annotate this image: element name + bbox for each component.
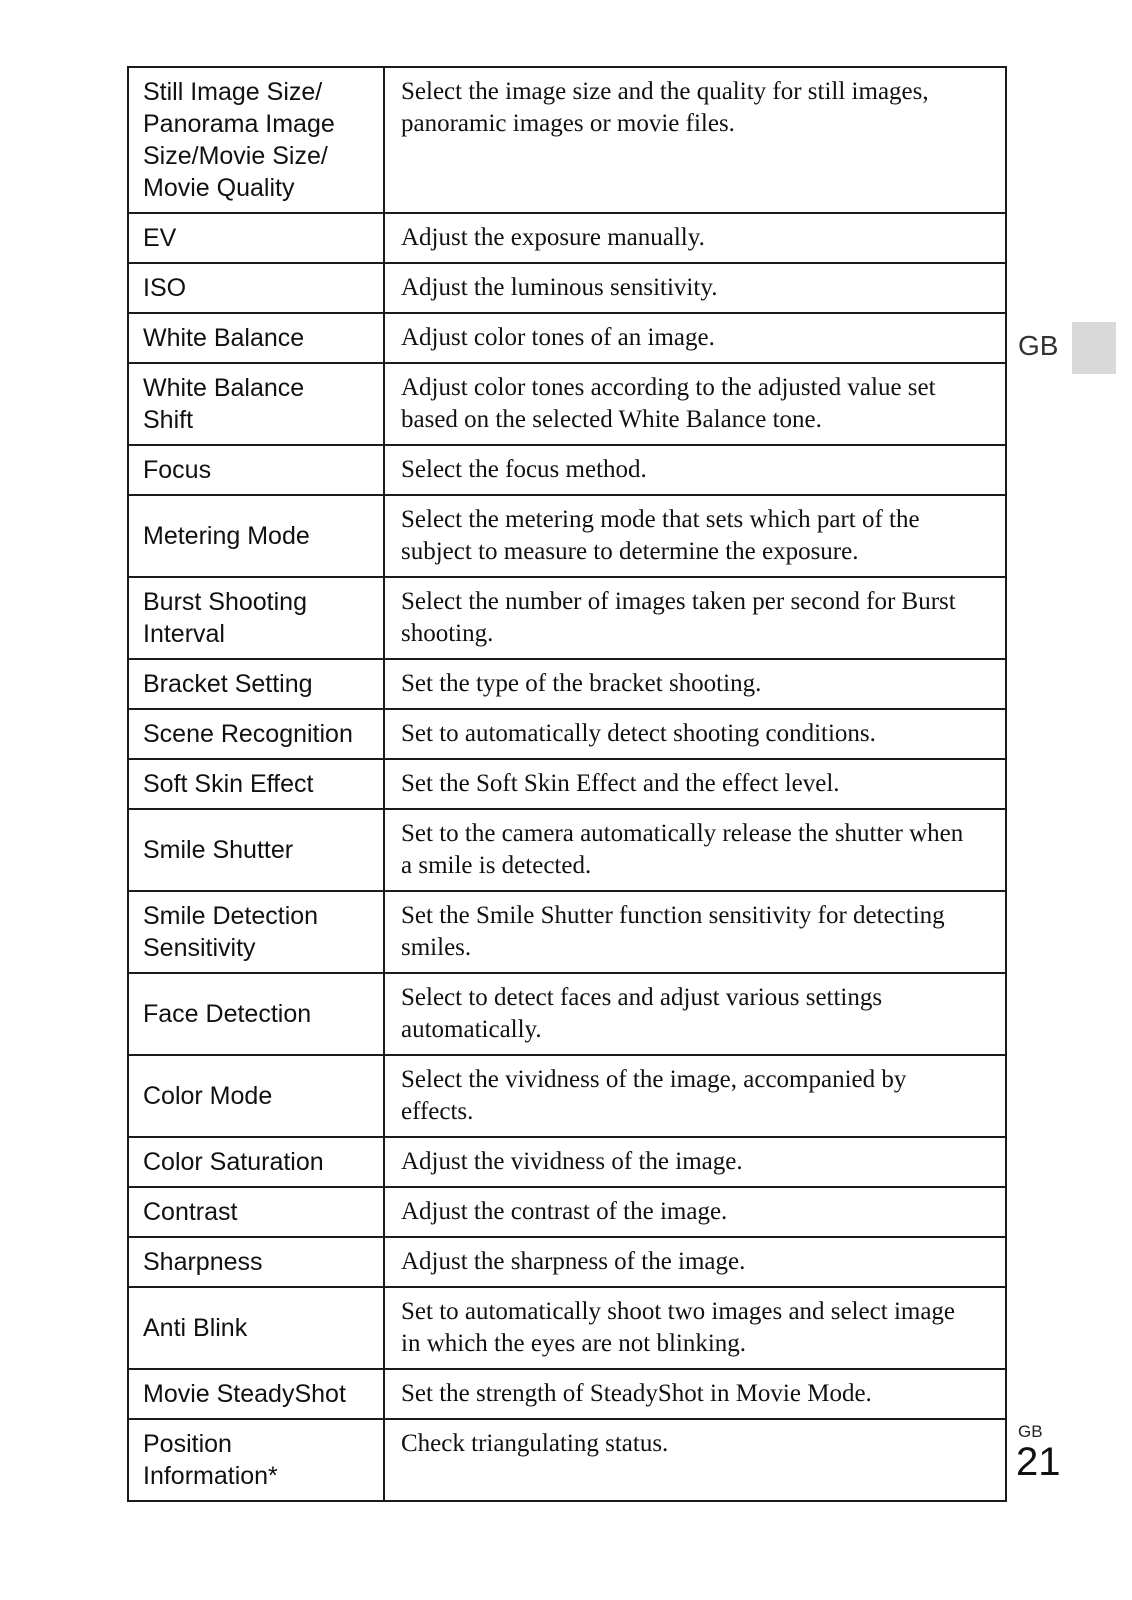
table-row (128, 891, 1006, 973)
table-row (128, 495, 1006, 577)
setting-description: Set the type of the bracket shooting. (384, 659, 1006, 709)
setting-description: Select to detect faces and adjust various settings automatically. (384, 973, 1006, 1055)
setting-name: Focus (128, 445, 384, 495)
setting-name: Still Image Size/ Panorama Image Size/Movie Size/ Movie Quality (128, 67, 384, 213)
setting-name: Contrast (128, 1187, 384, 1237)
table-row (128, 659, 1006, 709)
table-row (128, 213, 1006, 263)
setting-description: Set to automatically shoot two images and select image in which the eyes are not blinking. (384, 1287, 1006, 1369)
setting-name: ISO (128, 263, 384, 313)
side-tab-label: GB (1018, 330, 1059, 361)
setting-name: Smile Detection Sensitivity (128, 891, 384, 973)
setting-description: Set the strength of SteadyShot in Movie Mode. (384, 1369, 1006, 1419)
setting-description: Adjust the vividness of the image. (384, 1137, 1006, 1187)
setting-description: Adjust the contrast of the image. (384, 1187, 1006, 1237)
setting-name: White Balance Shift (128, 363, 384, 445)
page-language-label: GB (1018, 1422, 1043, 1441)
setting-description: Set the Soft Skin Effect and the effect level. (384, 759, 1006, 809)
setting-name: Burst Shooting Interval (128, 577, 384, 659)
table-row (128, 1055, 1006, 1137)
setting-name: Bracket Setting (128, 659, 384, 709)
table-row (128, 263, 1006, 313)
table-row (128, 709, 1006, 759)
table-row (128, 1187, 1006, 1237)
table-row (128, 1419, 1006, 1501)
setting-name: Movie SteadyShot (128, 1369, 384, 1419)
setting-description: Select the focus method. (384, 445, 1006, 495)
table-row (128, 67, 1006, 213)
table-row (128, 973, 1006, 1055)
table-row (128, 759, 1006, 809)
setting-name: Smile Shutter (128, 809, 384, 891)
table-row (128, 577, 1006, 659)
setting-description: Adjust the luminous sensitivity. (384, 263, 1006, 313)
setting-name: Face Detection (128, 973, 384, 1055)
page-number: 21 (1016, 1440, 1061, 1484)
settings-table (127, 66, 1007, 1502)
setting-description: Adjust the exposure manually. (384, 213, 1006, 263)
table-row (128, 313, 1006, 363)
setting-description: Adjust color tones according to the adjusted value set based on the selected White Balance tone. (384, 363, 1006, 445)
setting-description: Select the vividness of the image, accompanied by effects. (384, 1055, 1006, 1137)
table-row (128, 363, 1006, 445)
setting-description: Adjust the sharpness of the image. (384, 1237, 1006, 1287)
setting-name: Position Information* (128, 1419, 384, 1501)
table-row (128, 1287, 1006, 1369)
setting-description: Adjust color tones of an image. (384, 313, 1006, 363)
setting-description: Select the metering mode that sets which part of the subject to measure to determine the exposure. (384, 495, 1006, 577)
table-row (128, 809, 1006, 891)
setting-description: Check triangulating status. (384, 1419, 1006, 1501)
setting-name: Color Mode (128, 1055, 384, 1137)
setting-name: White Balance (128, 313, 384, 363)
setting-description: Select the number of images taken per second for Burst shooting. (384, 577, 1006, 659)
side-tab-marker (1072, 322, 1116, 374)
setting-description: Set to the camera automatically release the shutter when a smile is detected. (384, 809, 1006, 891)
setting-name: EV (128, 213, 384, 263)
table-row (128, 445, 1006, 495)
table-row (128, 1237, 1006, 1287)
setting-name: Metering Mode (128, 495, 384, 577)
table-row (128, 1369, 1006, 1419)
setting-name: Sharpness (128, 1237, 384, 1287)
setting-name: Scene Recognition (128, 709, 384, 759)
setting-name: Anti Blink (128, 1287, 384, 1369)
setting-description: Set the Smile Shutter function sensitivity for detecting smiles. (384, 891, 1006, 973)
setting-description: Set to automatically detect shooting conditions. (384, 709, 1006, 759)
table-row (128, 1137, 1006, 1187)
setting-name: Soft Skin Effect (128, 759, 384, 809)
setting-name: Color Saturation (128, 1137, 384, 1187)
setting-description: Select the image size and the quality for still images, panoramic images or movie files. (384, 67, 1006, 213)
